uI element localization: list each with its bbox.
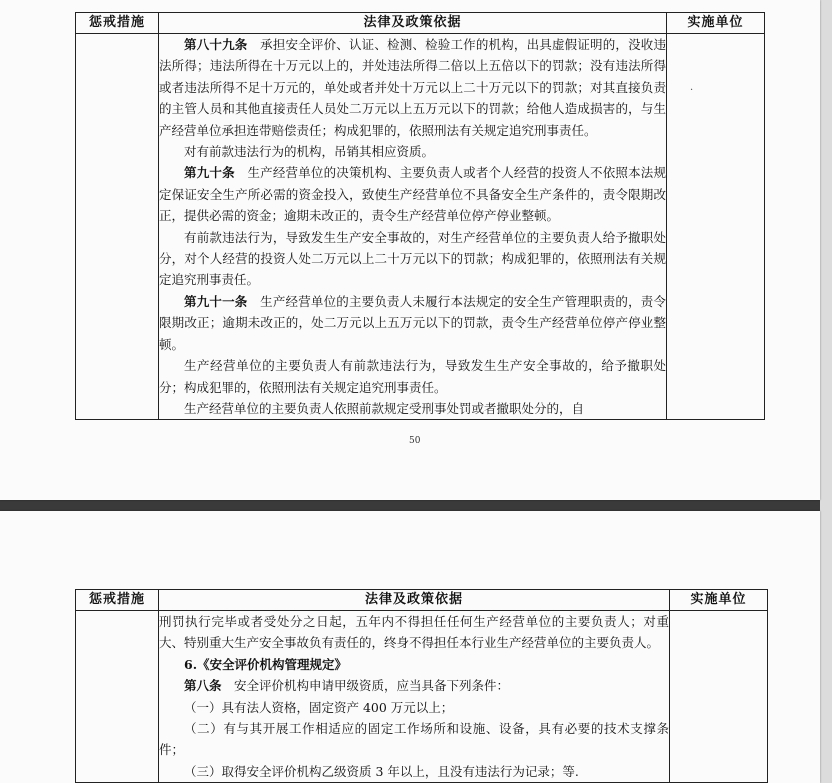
table-row [76,34,765,420]
article-89: 第八十九条 承担安全评价、认证、检测、检验工作的机构，出具虚假证明的，没收违法所得；违法所得在十万元以上的，并处违法所得二倍以上五倍以下的罚款；没有违法所得或者违法所得不足十万元的，单处或者并处十万元以上二十万元以下的罚款；对其直接负责的主管人员和其他直接责任人员处二万元以上五万元以下的罚款；给他人造成损害的，与生产经营单位承担连带赔偿责任；构成犯罪的，依照刑法有关规定追究刑事责任。 [159,37,666,138]
article-91: 第九十一条 生产经营单位的主要负责人未履行本法规定的安全生产管理职责的，责令限期改正；逾期未改正的，处二万元以上五万元以下的罚款，责令生产经营单位停产停业整顿。 [159,293,666,352]
table-header-row [76,590,768,611]
article-91-clause-2: 生产经营单位的主要负责人依照前款规定受刑事处罚或者撤职处分的，自 [184,400,585,416]
header-measures: 惩戒措施 [76,13,159,34]
basis-cell [159,611,670,783]
unit-cell [670,611,768,783]
scan-mark: · [690,85,694,96]
punishment-table-2 [75,589,768,783]
condition-item: （二）有与其开展工作相适应的固定工作场所和设施、设备，具有必要的技术支撑条件； [159,721,669,758]
header-basis: 法律及政策依据 [159,13,667,34]
article-89-clause: 对有前款违法行为的机构，吊销其相应资质。 [184,144,435,160]
measures-cell [76,611,159,783]
article-90-clause: 有前款违法行为，导致发生生产安全事故的，对生产经营单位的主要负责人给予撤职处分，对个人经营的投资人处二万元以上二十万元以下的罚款；构成犯罪的，依照刑法有关规定追究刑事责任。 [159,229,666,288]
article-91-clause: 生产经营单位的主要负责人有前款违法行为，导致发生生产安全事故的，给予撤职处分；构成犯罪的，依照刑法有关规定追究刑事责任。 [159,358,666,395]
article-90: 第九十条 生产经营单位的决策机构、主要负责人或者个人经营的投资人不依照本法规定保证安全生产所必需的资金投入，致使生产经营单位不具备安全生产条件的，责令限期改正，提供必需的资金；逾期未改正的，责令生产经营单位停产停业整顿。 [159,165,666,224]
continued-paragraph: 刑罚执行完毕或者受处分之日起，五年内不得担任任何生产经营单位的主要负责人；对重大、特别重大生产安全事故负有责任的，终身不得担任本行业生产经营单位的主要负责人。 [159,614,669,651]
page-number: 50 [409,436,421,446]
condition-item: （一）具有法人资格，固定资产 400 万元以上； [184,699,454,715]
basis-cell [159,34,667,420]
table-header-row [76,13,765,34]
header-basis: 法律及政策依据 [159,590,670,611]
header-measures: 惩戒措施 [76,590,159,611]
table-row [76,611,768,783]
regulation-title: 6.《安全评价机构管理规定》 [184,656,348,672]
unit-cell [667,34,765,420]
scan-edge [820,0,832,783]
header-unit: 实施单位 [667,13,765,34]
article-8: 第八条 安全评价机构申请甲级资质，应当具备下列条件： [184,678,510,694]
punishment-table-1 [75,12,765,420]
header-unit: 实施单位 [670,590,768,611]
measures-cell [76,34,159,420]
condition-item: （三）取得安全评价机构乙级资质 3 年以上，且没有违法行为记录；等. [184,763,579,779]
